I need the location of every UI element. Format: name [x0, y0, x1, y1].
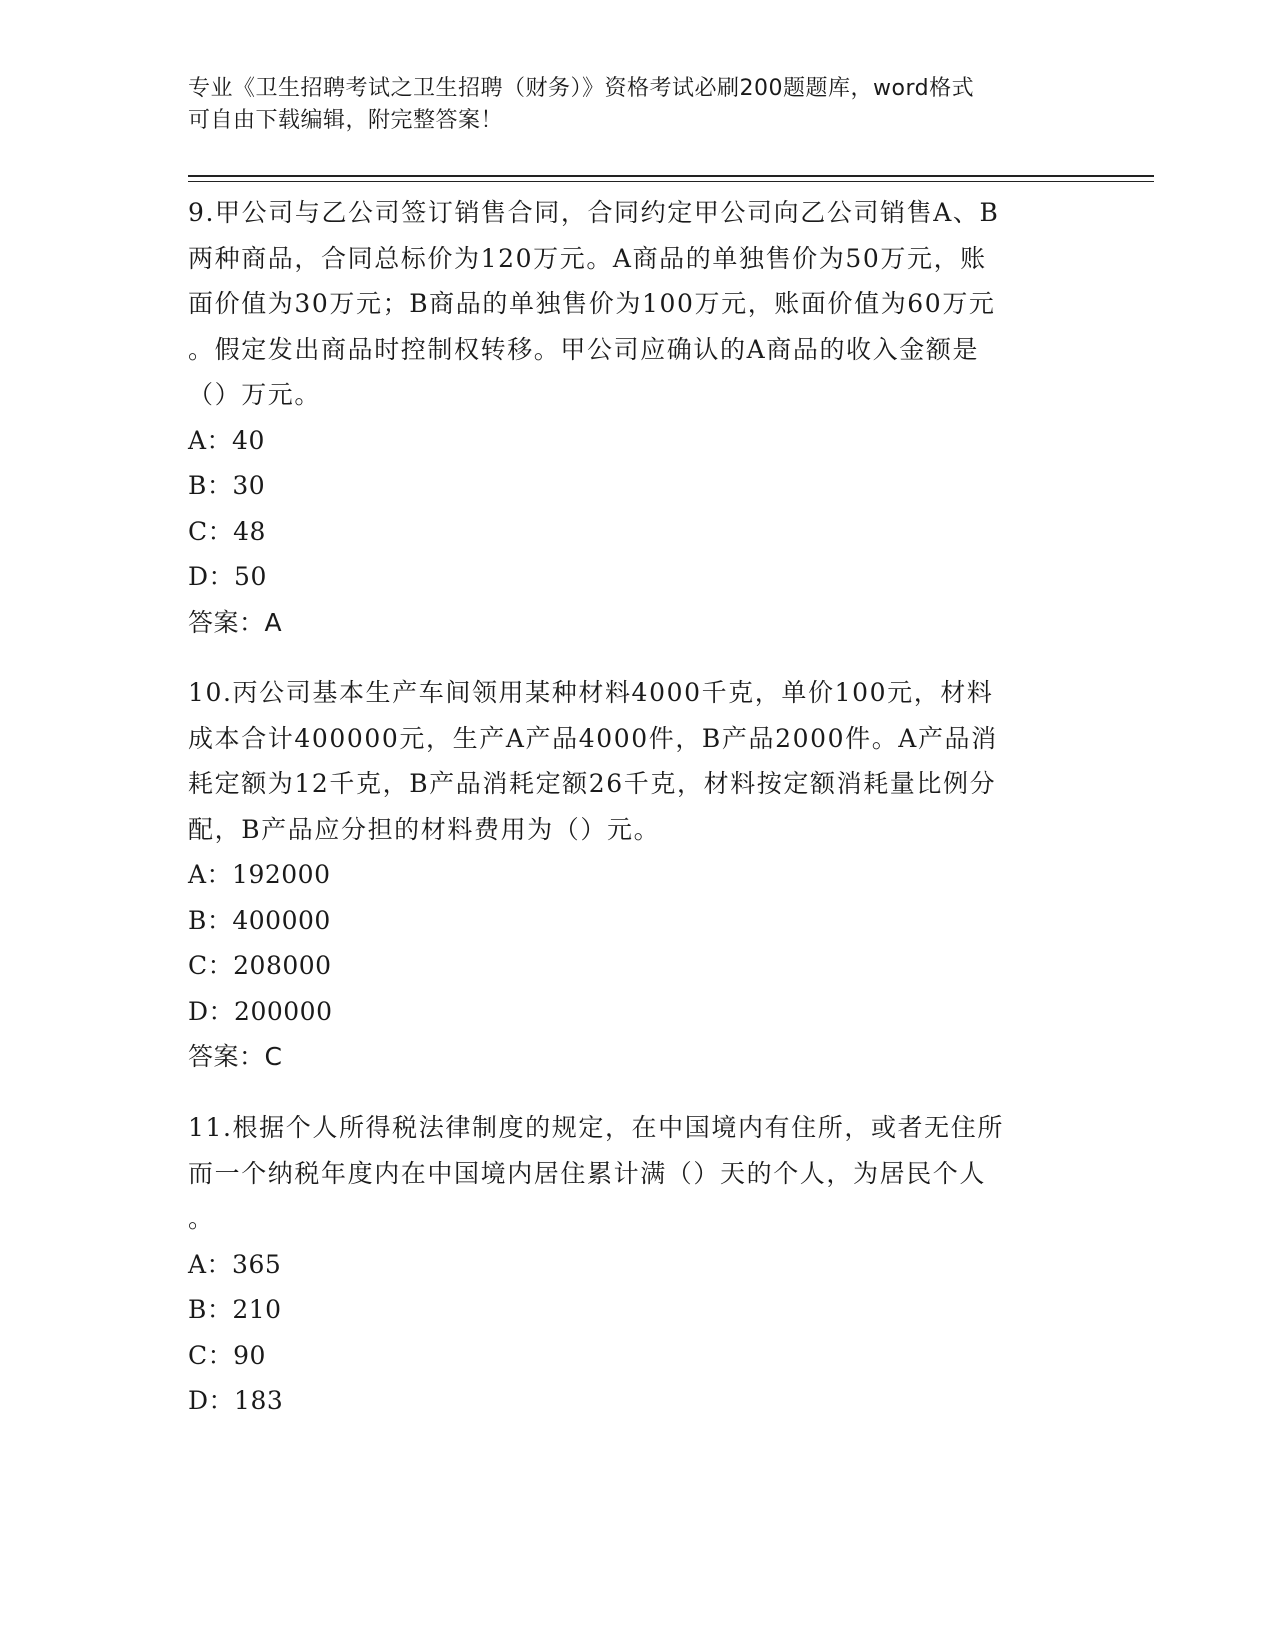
header-divider-thin	[188, 181, 1154, 182]
option-b: B：400000	[188, 905, 331, 935]
question-11	[188, 1105, 1088, 1424]
question-10	[188, 670, 1088, 1080]
question-9	[188, 190, 1088, 645]
option-b: B：210	[188, 1295, 282, 1324]
option-d: D：200000	[188, 996, 333, 1026]
header-line-1: 专业《卫生招聘考试之卫生招聘（财务）》资格考试必刷200题题库，word格式	[188, 76, 975, 101]
option-b: B：30	[188, 471, 266, 500]
document-header	[188, 73, 1068, 137]
option-c: C：48	[188, 516, 266, 546]
option-d: D：50	[188, 562, 267, 591]
header-divider-thick	[188, 175, 1154, 177]
option-a: A：40	[188, 425, 265, 455]
answer-label: 答案：C	[188, 1042, 283, 1071]
question-stem: 10.丙公司基本生产车间领用某种材料4000千克，单价100元，材料 成本合计400000元，生产A产品4000件，B产品2000件。A产品消 耗定额为12千克，B产品消耗定额26千克，材料按定额消耗量比例分 配，B产品应分担的材料费用为（）元。	[188, 678, 998, 844]
question-stem: 9.甲公司与乙公司签订销售合同，合同约定甲公司向乙公司销售A、B 两种商品，合同总标价为120万元。A商品的单独售价为50万元，账 面价值为30万元；B商品的单独售价为100万元，账面价值为60万元 。假定发出商品时控制权转移。甲公司应确认的A商品的收入金额是 （）万元。	[188, 198, 1000, 409]
option-c: C：90	[188, 1340, 266, 1370]
header-line-2: 可自由下载编辑，附完整答案！	[188, 108, 504, 133]
option-c: C：208000	[188, 951, 332, 980]
answer-label: 答案：A	[188, 607, 283, 637]
option-a: A：192000	[188, 860, 331, 889]
question-stem: 11.根据个人所得税法律制度的规定，在中国境内有住所，或者无住所 而一个纳税年度内在中国境内居住累计满（）天的个人，为居民个人 。	[188, 1113, 1004, 1233]
option-d: D：183	[188, 1386, 284, 1415]
option-a: A：365	[188, 1249, 282, 1279]
